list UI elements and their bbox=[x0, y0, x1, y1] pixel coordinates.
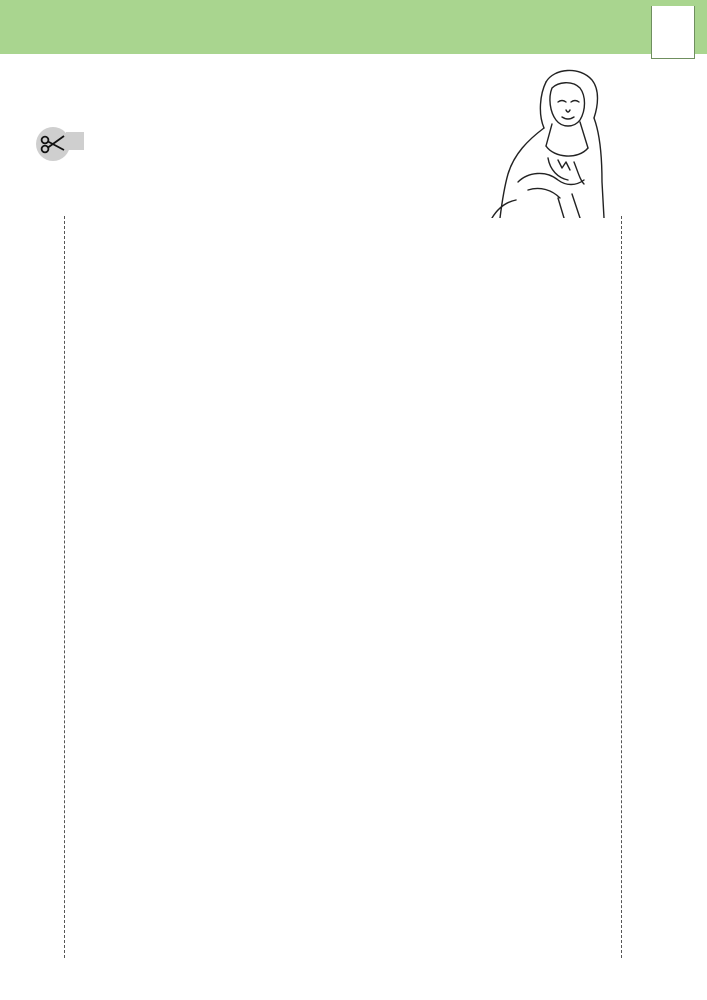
instruction-scissors-icon bbox=[36, 127, 70, 161]
copyright-notice bbox=[682, 612, 698, 992]
worksheet-tab bbox=[651, 6, 695, 59]
header-band bbox=[0, 0, 707, 54]
woman-illustration bbox=[488, 62, 606, 218]
cut-strips-area bbox=[64, 216, 622, 958]
instruction-text bbox=[66, 132, 386, 150]
worksheet-tab-label bbox=[654, 12, 666, 52]
